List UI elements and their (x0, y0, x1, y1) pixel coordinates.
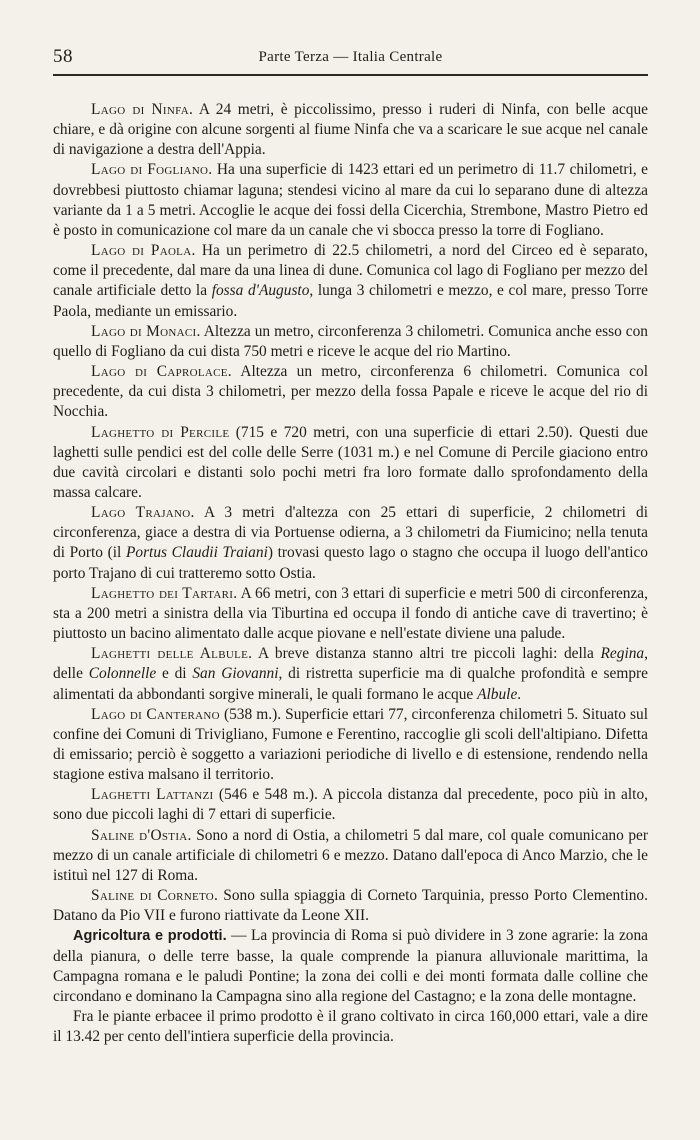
entry-text: A 3 metri d'altezza con 25 ettari di superficie, 2 chilometri di circonferenza, giace a destra di via Portuense odierna, a 3 chilometri da Fiumicino; nella tenuta di Porto (il (53, 504, 648, 562)
entry-laghetti-lattanzi (53, 785, 648, 825)
entry-text: Ha un perimetro di 22.5 chilometri, a nord del Circeo ed è separato, come il precedente, dal mare da una linea di dune. Comunica col lago di Fogliano per mezzo del canale artificiale detto la (53, 242, 648, 300)
entry-laghetto-di-percile (53, 423, 648, 504)
entry-heading: Lago di Caprolace. (91, 363, 232, 381)
entry-lago-di-ninfa (53, 100, 648, 160)
entry-text: (715 e 720 metri, con una superficie di ettari 2.50). Questi due laghetti sulle pendici est del colle delle Serre (1031 m.) e nel Comune di Percile giaciono entro due cavità circolari e distanti solo pochi metri fra loro formate dallo sprofondamento della massa calcare. (53, 423, 648, 501)
entry-text: A 24 metri, è piccolissimo, presso i ruderi di Ninfa, con belle acque chiare, e dà origine con alcune sorgenti al fiume Ninfa che va a scaricare le sue acque nel canale di navigazione a destra dell'Appia. (53, 101, 648, 159)
entry-saline-di-corneto (53, 886, 648, 926)
entry-text: ) trovasi questo lago o stagno che occupa il luogo dell'antico porto Trajano di cui tratteremo sotto Ostia. (53, 544, 648, 582)
entry-lago-di-fogliano (53, 160, 648, 241)
entry-heading: Laghetti delle Albule. (91, 645, 253, 663)
entry-italic: Colonnelle (88, 665, 157, 683)
final-paragraph: Fra le piante erbacee il primo prodotto è il grano coltivato in circa 160,000 ettari, vale a dire il 13.42 per cento dell'intiera superficie della provincia. (53, 1008, 648, 1046)
entry-text: , lunga 3 chilometri e mezzo, e col mare, presso Torre Paola, mediante un emissario. (53, 282, 648, 320)
entry-lago-di-monaci (53, 322, 648, 362)
entry-text: , di ristretta superficie ma di qualche profondità e sempre alimentati da abbondanti sorgive minerali, le quali formano le acque (53, 665, 648, 703)
entry-italic: Albule (477, 685, 518, 703)
entry-heading: Laghetto di Percile (91, 423, 230, 441)
entry-heading: Lago di Fogliano. (91, 161, 213, 179)
entry-text: e di (156, 665, 193, 683)
section-text: — La provincia di Roma si può dividere in 3 zone agrarie: la zona della pianura, o delle terre basse, la quale comprende la pianura alluvionale marittima, la Campagna romana e le paludi Pontine; la zona dei colli e dei monti formata dalle colline che circondano e dominano la Campagna sino alla regione del Castagno; e la zona delle montagne. (53, 927, 648, 1005)
entry-heading: Saline di Corneto. (91, 887, 219, 905)
entry-heading: Lago di Ninfa. (91, 101, 194, 118)
entry-heading: Lago di Paola. (91, 242, 196, 260)
entry-laghetti-delle-albule (53, 644, 648, 704)
entry-text: , delle (53, 645, 648, 683)
entry-heading: Lago di Monaci. (91, 322, 201, 340)
page-header (53, 46, 648, 76)
entry-text: (538 m.). Superficie ettari 77, circonferenza chilometri 5. Situato sul confine dei Comuni di Trivigliano, Fumone e Ferentino, raccoglie gli scoli dell'altipiano. Difetta di emissario; perciò è soggetto a variazioni periodiche di livello e di estensione, rendendo nella stagione estiva malsano il territorio. (53, 705, 648, 784)
entry-lago-di-caprolace (53, 362, 648, 422)
entry-text: A 66 metri, con 3 ettari di superficie e metri 500 di circonferenza, sta a 200 metri a sinistra della via Tiburtina ed occupa il fondo di antiche cave di travertino; è piuttosto un bacino alimentato dalle acque piovane e nell'estate diviene una palude. (53, 584, 648, 643)
entry-text: Altezza un metro, circonferenza 6 chilometri. Comunica col precedente, da cui dista 3 chilometri, per mezzo della fossa Papale e riceve le acque del rio di Nocchia. (53, 363, 648, 421)
body-text (53, 100, 648, 1047)
entry-lago-di-canterano (53, 705, 648, 786)
entry-italic: San Giovanni (192, 665, 279, 683)
entry-heading: Laghetti Lattanzi (91, 786, 214, 804)
entry-lago-di-paola (53, 241, 648, 322)
entry-text: Sono sulla spiaggia di Corneto Tarquinia, presso Porto Clementino. Datano da Pio VII e furono riattivate da Leone XII. (53, 887, 648, 925)
entry-heading: Laghetto dei Tartari. (91, 584, 238, 602)
entry-saline-d-ostia (53, 826, 648, 886)
page-number: 58 (53, 46, 73, 67)
entry-laghetto-dei-tartari (53, 584, 648, 644)
entry-heading: Saline d'Ostia. (91, 826, 192, 844)
running-title: Parte Terza — Italia Centrale (258, 49, 443, 65)
entry-text: Sono a nord di Ostia, a chilometri 5 dal mare, col quale comunicano per mezzo di un canale artificiale di chilometri 6 e mezzo. Datano dall'epoca di Anco Marzio, che le istituì nel 127 di Roma. (53, 826, 648, 884)
section-heading: Agricoltura e prodotti. (73, 928, 227, 945)
entry-italic: fossa d'Augusto (211, 282, 310, 300)
entry-lago-trajano (53, 503, 648, 584)
entry-text: Ha una superficie di 1423 ettari ed un perimetro di 11.7 chilometri, e dovrebbesi piuttosto chiamar laguna; stendesi vicino al mare da cui lo separano dune di altezza variante da 1 a 5 metri. Accoglie le acque dei fossi della Cicerchia, Strembone, Mastro Pietro ed è posto in comunicazione col mare da un canale che vi sbocca presso la torre di Fogliano. (53, 161, 648, 239)
entry-text: Altezza un metro, circonferenza 3 chilometri. Comunica anche esso con quello di Fogliano da cui dista 750 metri e riceve le acque del rio Martino. (53, 322, 648, 360)
section-agricoltura (53, 926, 648, 1007)
entry-heading: Lago Trajano. (91, 504, 195, 522)
entry-heading: Lago di Canterano (91, 705, 220, 723)
entry-italic: Regina (600, 645, 645, 663)
entry-text: (546 e 548 m.). A piccola distanza dal precedente, poco più in alto, sono due piccoli laghi di 7 ettari di superficie. (53, 786, 648, 824)
entry-text: A breve distanza stanno altri tre piccoli laghi: della (252, 645, 601, 663)
entry-italic: Portus Claudii Traiani (125, 544, 268, 562)
entry-text: . (517, 685, 522, 703)
